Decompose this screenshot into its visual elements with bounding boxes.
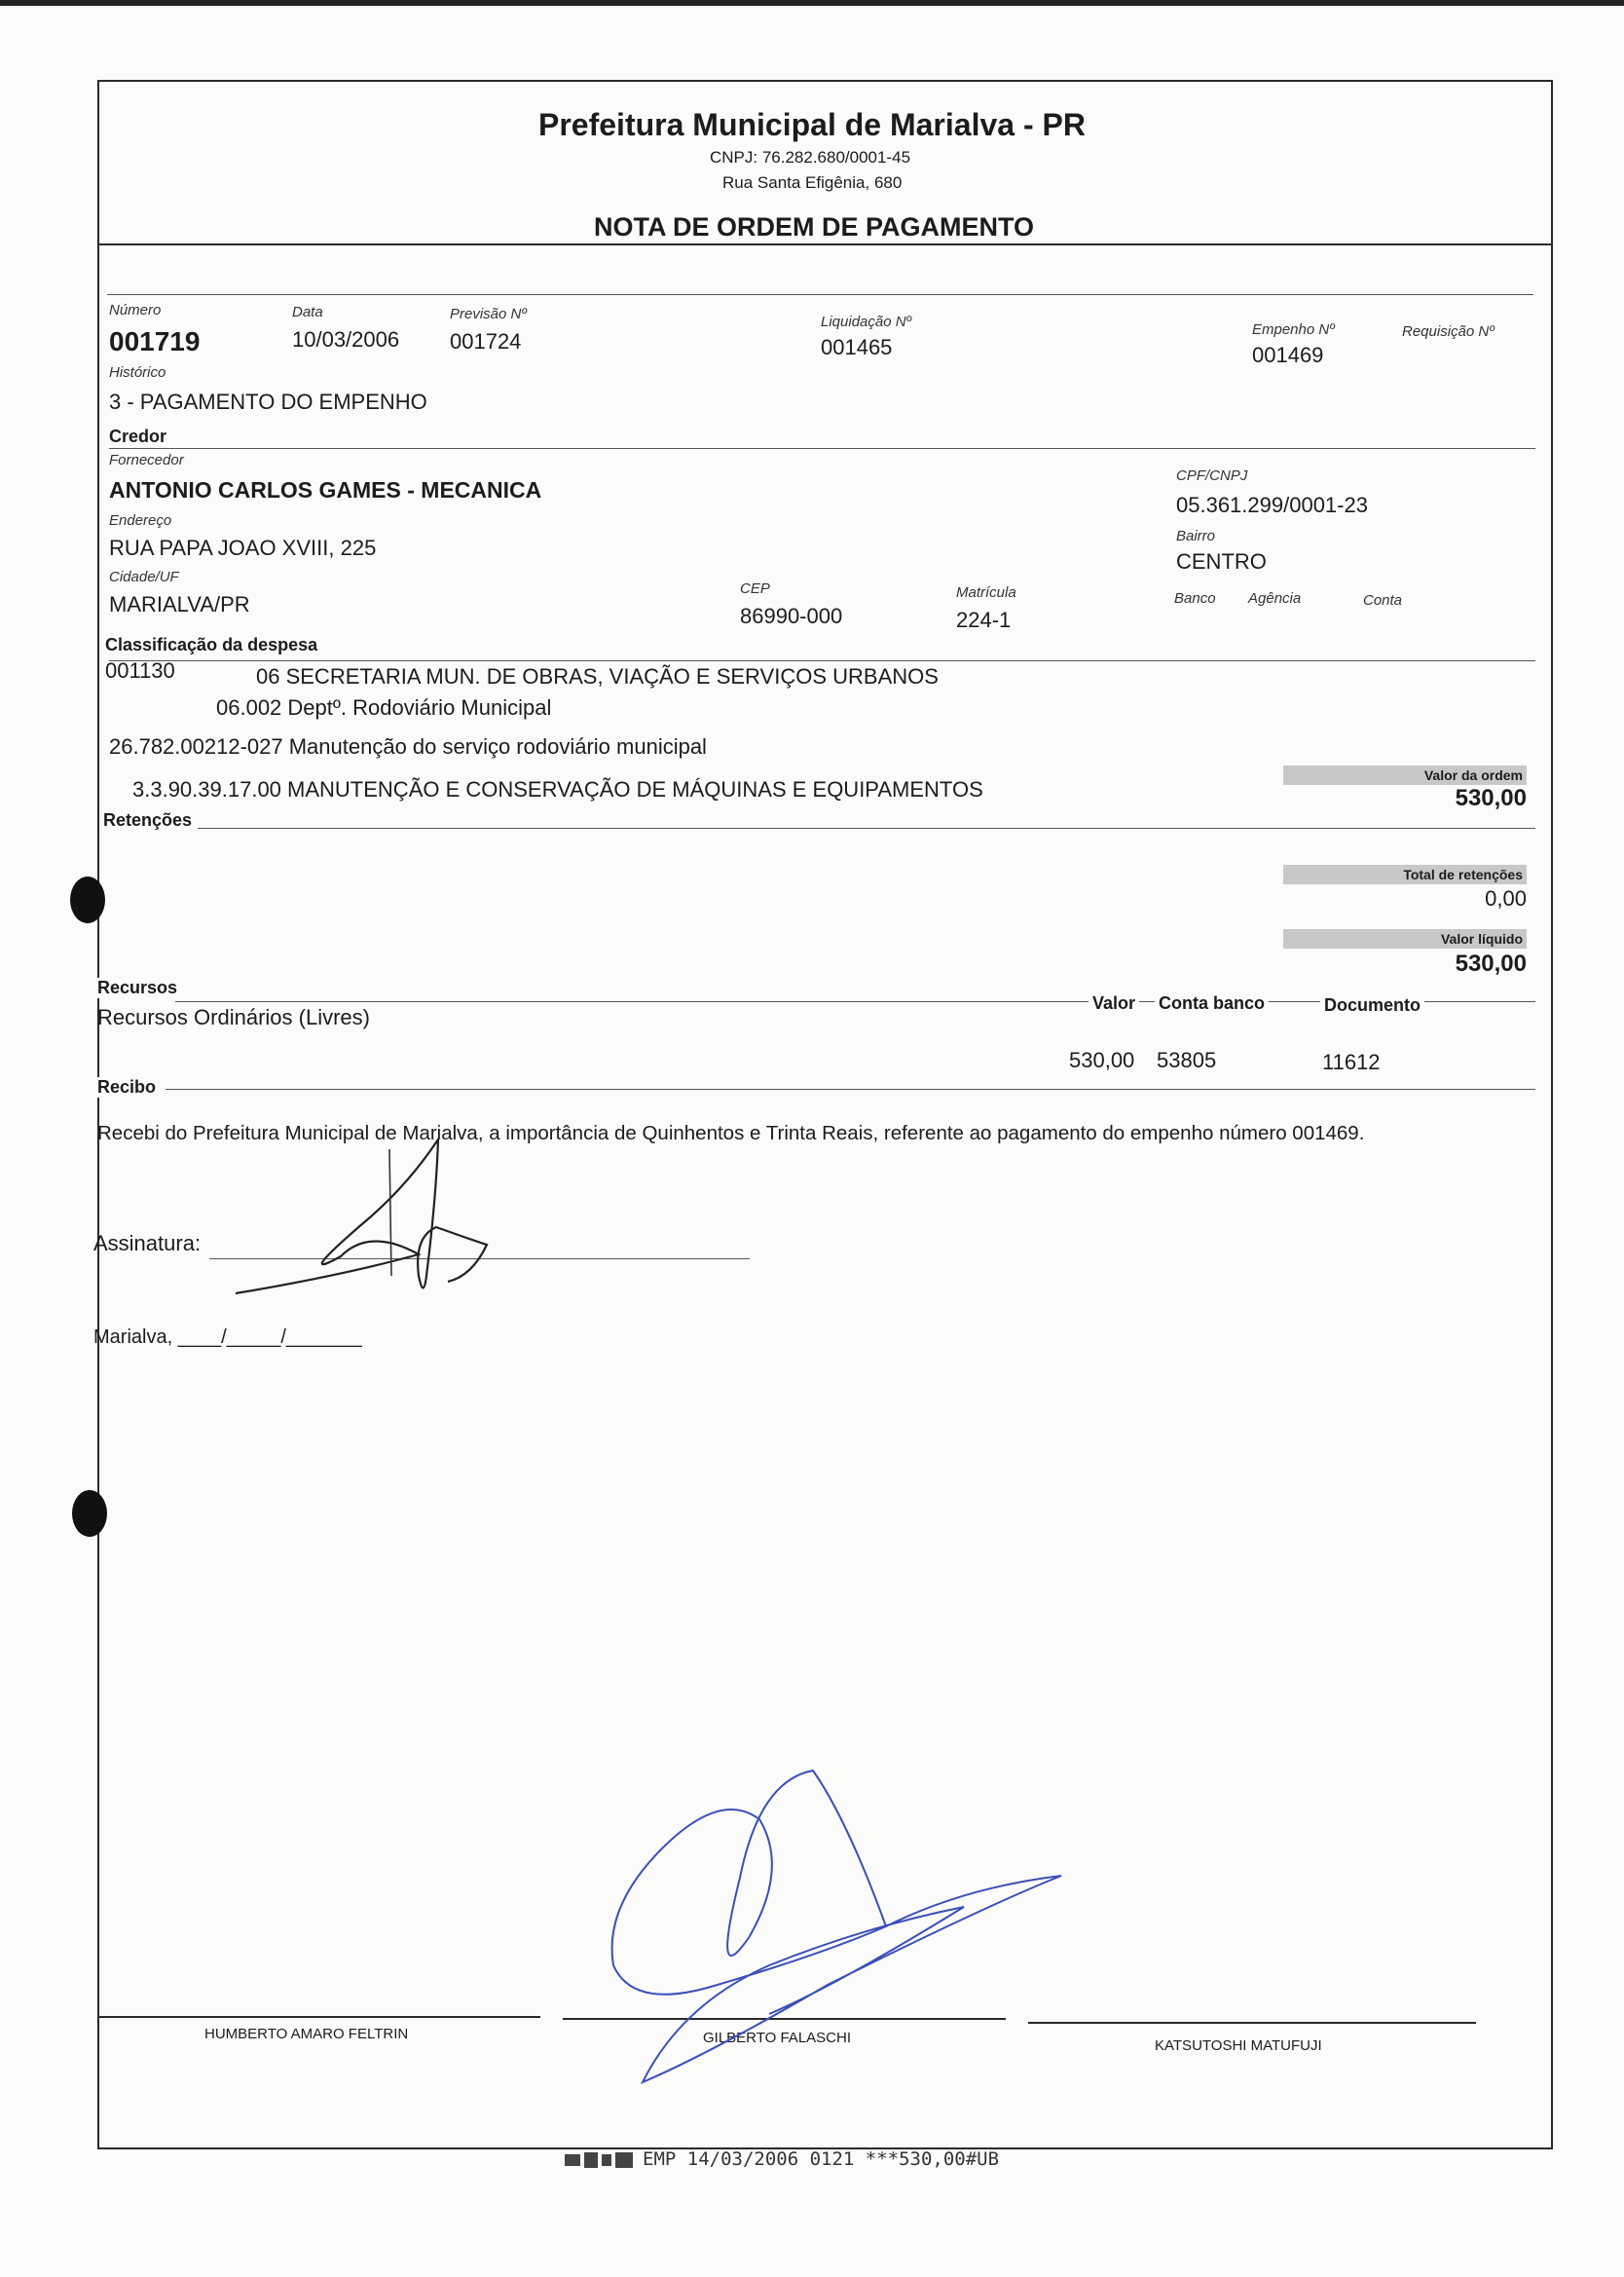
cidade-value: MARIALVA/PR <box>109 592 250 616</box>
recibo-rule <box>166 1089 1535 1090</box>
liquidacao-value: 001465 <box>821 335 893 359</box>
scan-top-edge <box>0 0 1624 6</box>
document-title: NOTA DE ORDEM DE PAGAMENTO <box>594 212 1035 242</box>
signature-line-3 <box>1028 2022 1476 2024</box>
matricula-label: Matrícula <box>956 584 1016 601</box>
bairro-value: CENTRO <box>1176 549 1267 574</box>
banco-label: Banco <box>1174 590 1216 607</box>
agencia-label: Agência <box>1248 590 1302 607</box>
recursos-valor: 530,00 <box>1069 1048 1135 1072</box>
recibo-section-title: Recibo <box>97 1077 162 1098</box>
elemento-line: 3.3.90.39.17.00 MANUTENÇÃO E CONSERVAÇÃO DE MÁQUINAS E EQUIPAMENTOS <box>132 777 983 802</box>
empenho-value: 001469 <box>1252 343 1324 367</box>
endereco-label: Endereço <box>109 512 172 529</box>
liquidacao-label: Liquidação Nº <box>821 314 912 330</box>
conta-label: Conta <box>1363 592 1403 609</box>
historico-label: Histórico <box>109 364 166 381</box>
recursos-fonte: Recursos Ordinários (Livres) <box>97 1005 370 1029</box>
numero-label: Número <box>109 302 162 318</box>
fornecedor-value: ANTONIO CARLOS GAMES - MECANICA <box>109 477 542 503</box>
cep-value: 86990-000 <box>740 604 843 628</box>
signatory-2: GILBERTO FALASCHI <box>703 2030 851 2046</box>
retencoes-section-title: Retenções <box>103 810 198 831</box>
recursos-valor-label: Valor <box>1089 993 1139 1014</box>
total-retencoes-label: Total de retenções <box>1283 865 1527 884</box>
credor-section-title: Credor <box>109 427 172 447</box>
cnpj-line: CNPJ: 76.282.680/0001-45 <box>710 148 911 167</box>
valor-ordem-label: Valor da ordem <box>1283 765 1527 785</box>
recursos-documento: 11612 <box>1322 1050 1381 1074</box>
authentication-stamp: EMP 14/03/2006 0121 ***530,00#UB <box>643 2148 1000 2170</box>
programa-line: 26.782.00212-027 Manutenção do serviço rodoviário municipal <box>109 734 707 759</box>
recursos-documento-label: Documento <box>1320 995 1424 1016</box>
assinatura-label: Assinatura: <box>93 1231 202 1255</box>
municipality-title: Prefeitura Municipal de Marialva - PR <box>538 107 1086 142</box>
credor-rule <box>109 448 1535 449</box>
retencoes-rule <box>195 828 1535 829</box>
valor-ordem-value: 530,00 <box>1455 785 1527 811</box>
historico-value: 3 - PAGAMENTO DO EMPENHO <box>109 390 427 414</box>
classificacao-rule <box>109 660 1535 661</box>
punch-hole-top <box>70 877 105 923</box>
header-divider-thin <box>107 294 1533 295</box>
fornecedor-label: Fornecedor <box>109 452 184 468</box>
previsao-value: 001724 <box>450 329 522 354</box>
header-divider <box>97 243 1553 245</box>
matricula-value: 224-1 <box>956 608 1012 632</box>
cep-label: CEP <box>740 580 770 597</box>
recibo-text: Recebi do Prefeitura Municipal de Marialva, a importância de Quinhentos e Trinta Reais, referente ao pagamento do empenho número 001469. <box>97 1122 1365 1144</box>
signature-line-1 <box>97 2016 540 2018</box>
bairro-label: Bairro <box>1176 528 1216 544</box>
valor-liquido-label: Valor líquido <box>1283 929 1527 949</box>
recursos-conta-label: Conta banco <box>1155 993 1269 1014</box>
data-label: Data <box>292 304 323 320</box>
signatory-1: HUMBERTO AMARO FELTRIN <box>204 2026 409 2042</box>
departamento-line: 06.002 Deptº. Rodoviário Municipal <box>216 695 552 720</box>
requisicao-label: Requisição Nº <box>1402 323 1495 340</box>
recursos-conta: 53805 <box>1157 1048 1217 1072</box>
cidade-label: Cidade/UF <box>109 569 179 585</box>
total-retencoes-value: 0,00 <box>1485 886 1527 911</box>
cpf-value: 05.361.299/0001-23 <box>1176 493 1368 517</box>
punch-hole-bottom <box>72 1490 107 1537</box>
address-line: Rua Santa Efigênia, 680 <box>722 173 903 192</box>
valor-liquido-value: 530,00 <box>1455 951 1527 977</box>
secretaria-line: 06 SECRETARIA MUN. DE OBRAS, VIAÇÃO E SERVIÇOS URBANOS <box>256 664 939 689</box>
numero-value: 001719 <box>109 326 201 356</box>
blue-signature <box>594 1761 1081 2092</box>
endereco-value: RUA PAPA JOAO XVIII, 225 <box>109 536 377 560</box>
classificacao-code: 001130 <box>105 658 175 683</box>
classificacao-section-title: Classificação da despesa <box>105 635 323 655</box>
recursos-section-title: Recursos <box>97 978 183 998</box>
cpf-label: CPF/CNPJ <box>1176 467 1248 484</box>
recipient-signature <box>224 1130 506 1305</box>
previsao-label: Previsão Nº <box>450 306 527 322</box>
bank-logo-icon <box>565 2148 643 2172</box>
empenho-label: Empenho Nº <box>1252 321 1335 338</box>
data-value: 10/03/2006 <box>292 327 400 352</box>
local-data-line: Marialva, ____/_____/_______ <box>93 1326 362 1348</box>
signatory-3: KATSUTOSHI MATUFUJI <box>1155 2037 1322 2054</box>
